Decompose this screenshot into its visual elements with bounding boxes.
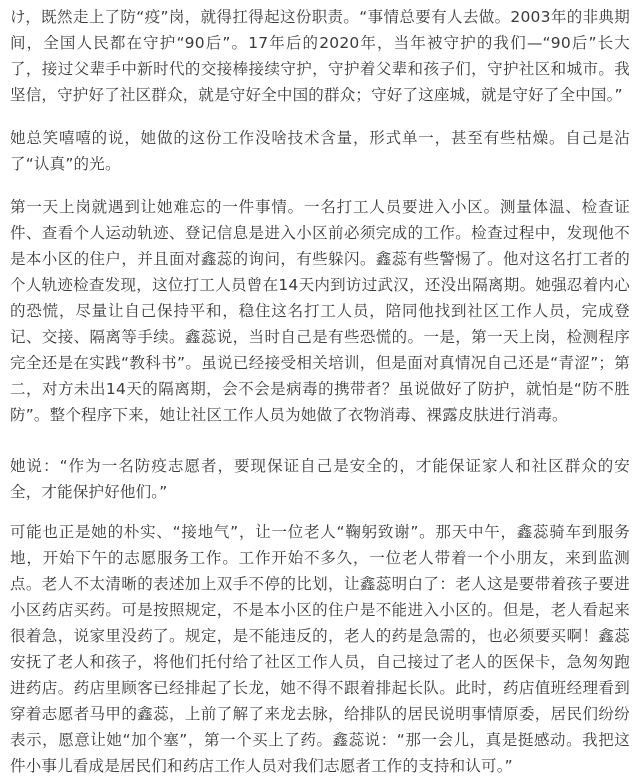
article-paragraph-5: 可能也正是她的朴实、“接地气”，让一位老人“鞠躬致谢”。那天中午，鑫蕊骑车到服务地，开始下午的志愿服务工作。工作开始不多久，一位老人带着一个小朋友，来到监测点。老人不太清晰的表述加上双手不停的比划，让鑫蕊明白了：老人这是要带着孩子要进小区药店买药。可是按照规定，不是本小区的住户是不能进入小区的。但是，老人看起来很着急，说家里没药了。规定，是不能违反的，老人的药是急需的，也必须要买啊！鑫蕊安抚了老人和孩子，将他们托付给了社区工作人员，自己接过了老人的医保卡，急匆匆跑进药店。药店里顾客已经排起了长龙，她不得不跟着排起长队。此时，药店值班经理看到穿着志愿者马甲的鑫蕊，上前了解了来龙去脉，给排队的居民说明事情原委，居民们纷纷表示，愿意让她“加个塞”，第一个买上了药。鑫蕊说：“那一会儿，真是挺感动。我把这件小事儿看成是居民们和药店工作人员对我们志愿者工作的支持和认可。” [10,523,630,775]
article-paragraph-3: 第一天上岗就遇到让她难忘的一件事情。一名打工人员要进入小区。测量体温、检查证件、查看个人运动轨迹、登记信息是进入小区前必须完成的工作。检查过程中，发现他不是本小区的住户，并且面对鑫蕊的询问，有些躲闪。鑫蕊有些警惕了。他对这名打工者的个人轨迹检查发现，这位打工人员曾在14天内到访过武汉，还没出隔离期。她强忍着内心的恐慌，尽量让自己保持平和，稳住这名打工人员，陪同他找到社区工作人员，完成登记、交接、隔离等手续。鑫蕊说，当时自己是有些恐慌的。一是，第一天上岗，检测程序完全还是在实践“教科书”。虽说已经接受相关培训，但是面对真情况自己还是“青涩”；第二，对方未出14天的隔离期，会不会是病毒的携带者？虽说做好了防护，就怕是“防不胜防”。整个程序下来，她让社区工作人员为她做了衣物消毒、裸露皮肤进行消毒。 [10,198,630,424]
article-paragraph-1: け，既然走上了防“疫”岗，就得扛得起这份职责。“事情总要有人去做。2003年的非典期间，全国人民都在守护“90后”。17年后的2020年，当年被守护的我们—“90后”长大了，接过父辈手中新时代的交接棒接续守护，守护着父辈和孩子们，守护社区和城市。我坚信，守护好了社区群众，就是守好全中国的群众；守好了这座城，就是守好了全中国。” [10,8,630,104]
article-paragraph-4: 她说：“作为一名防疫志愿者，要现保证自己是安全的，才能保证家人和社区群众的安全，才能保护好他们。” [10,457,630,501]
article-paragraph-2: 她总笑嘻嘻的说，她做的这份工作没啥技术含量，形式单一，甚至有些枯燥。自己是沾了“认真”的光。 [10,129,630,173]
